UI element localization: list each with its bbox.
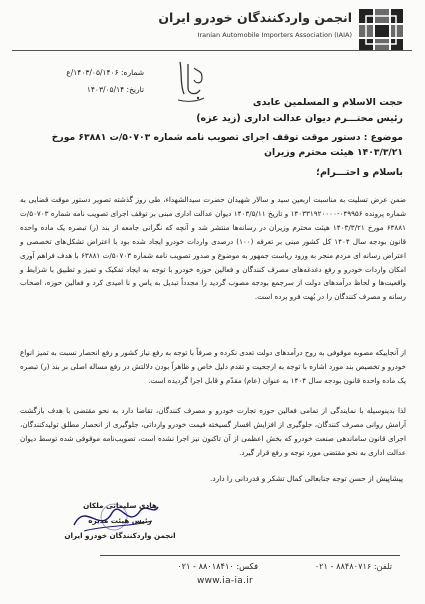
signer-name: هادی سلیمانی ملکان xyxy=(83,501,157,510)
letter-subject: موضوع : دستور موقت توقف اجرای تصویب نامه شماره ۵۰۷۰۳/ت ۶۳۸۸۱ مورخ ۱۴۰۳/۳/۲۱ هیئت محترم وزیران xyxy=(51,132,403,158)
footer-divider xyxy=(100,555,400,556)
signer-block xyxy=(60,498,180,543)
header-divider xyxy=(12,50,412,51)
body-paragraph: از آنجاییکه مصوبه موقوفی به روح درآمدهای دولت تعدی نکرده و صرفاً با توجه به رفع نیاز کشور و رفع انحصار نسبت به تمیز انواع خودرو و تخصیص بند مورد اشاره با توجه به ارجحیت و تقدم دلیل خاص و ظاهراً بودن دلالتش در رفع مساله اصلی بر بند (ر) تبصره یک ماده واحده قانون بودجه سال ۱۴۰۴ به عنوان (عام) مقدّم و قابل اجرا گردیده است. xyxy=(20,348,406,385)
reference-date: تاریخ: ۱۴۰۳/۰۵/۱۴ xyxy=(86,85,144,94)
signer-title: رئیس هیئت مدیره xyxy=(88,516,152,525)
iaia-logo-icon xyxy=(358,8,404,52)
org-name-persian: انجمن واردکنندگان خودرو ایران xyxy=(158,10,352,25)
org-name-english: Iranian Automobile Importers Association (IAIA) xyxy=(197,31,352,39)
footer-website-link[interactable]: www.ia-ia.ir xyxy=(196,576,254,586)
footer-fax: فکس: ۸۸۰۱۸۴۱۰ - ۰۲۱ xyxy=(177,561,258,571)
recipient-title: رئیس محتـــرم دیوان عدالت اداری (زید عزه) xyxy=(196,113,403,124)
greeting: باسلام و احتـــرام؛ xyxy=(316,167,403,178)
salutation: حجت الاسلام و المسلمین عابدی xyxy=(252,97,403,108)
closing-line: پیشاپیش از حسن توجه جنابعالی کمال تشکر و قدردانی را دارد. xyxy=(210,474,403,483)
reference-number: شماره: ۱۴۰۳/۰۵/۱۴۰۶/ع xyxy=(66,68,144,77)
body-paragraph: ضمن عرض تسلیت به مناسبت اربعین سید و سالار شهیدان حضرت سیدالشهداء، طی روز گذشته تصویر دستور موقت قضایی به شماره پرونده ۰۴۹۹۵۶-۱۴۰۳۳۱۹۲۰۰۰۰ و تاریخ ۱۴۰۳/۵/۱۱ دیوان عدالت اداری مبنی بر توقف اجرای تصویب نامه شماره ۵۰۷۰۳/ت ۶۳۸۸۱ مورخ ۱۴۰۳/۳/۲۱ هیئت محترم وزیران در رسانه‌ها منتشر شد و آنچه که نگرانی جامعه از بند (ر) تبصره یک ماده واحده قانون بودجه سال ۱۴۰۴ کل کشور مبنی بر تعرفه (۱۰۰) درصدی واردات خودرو ایجاد شده بود با اعتراض تشکل‌های تخصصی و اعتراض رسانه ای مردم منجر به ورود ریاست جمهور به موضوع و صدور تصویب نامه شماره ۵۰۷۰۳/ت ۶۳۸۸۱ با هدف فراهم آوری امکان واردات خودرو و رفع دغدغه‌های مصرف کنندگان و فعالین حوزه خودرو با توجه به ایجاد تفکیک و تمیز و تطبیق با شرایط و واقعیت‌ها و لحاظ درآمدهای دولت از سرجمع بودجه مصوب گردید را مجدداً تبدیل به یاس و نا امیدی کرد و فعالین حوزه، اصحاب رسانه و مصرف کنندگان را در بُهت فرو برده است. xyxy=(20,195,407,302)
body-paragraph: لذا بدینوسیله با نمایندگی از تمامی فعالین حوزه تجارت خودرو و مصرف کنندگان، تقاضا دارد به نحو مقتضی با هدف بازگشت آرامش روانی مصرف کنندگان، جلوگیری از افزایش افسار گسیخته قیمت خودرو وارداتی، جلوگیری از انحصار مطلق تولیدکنندگان، اجرای قانون ساماندهی صنعت خودرو که بخش اعظمی از آن تاکنون نیز اجرا نشده است، تصویب‌نامه موقوفی شده توسط دیوان عدالت اداری به نحو مقتضی مورد توجه و رفع قرار گیرد. xyxy=(20,406,406,457)
footer-phone: تلفن: ۸۸۴۸۰۷۱۶ - ۰۲۱ xyxy=(314,561,392,571)
reference-block xyxy=(14,64,144,98)
signer-org: انجمن واردکنندگان خودرو ایران xyxy=(64,531,176,540)
